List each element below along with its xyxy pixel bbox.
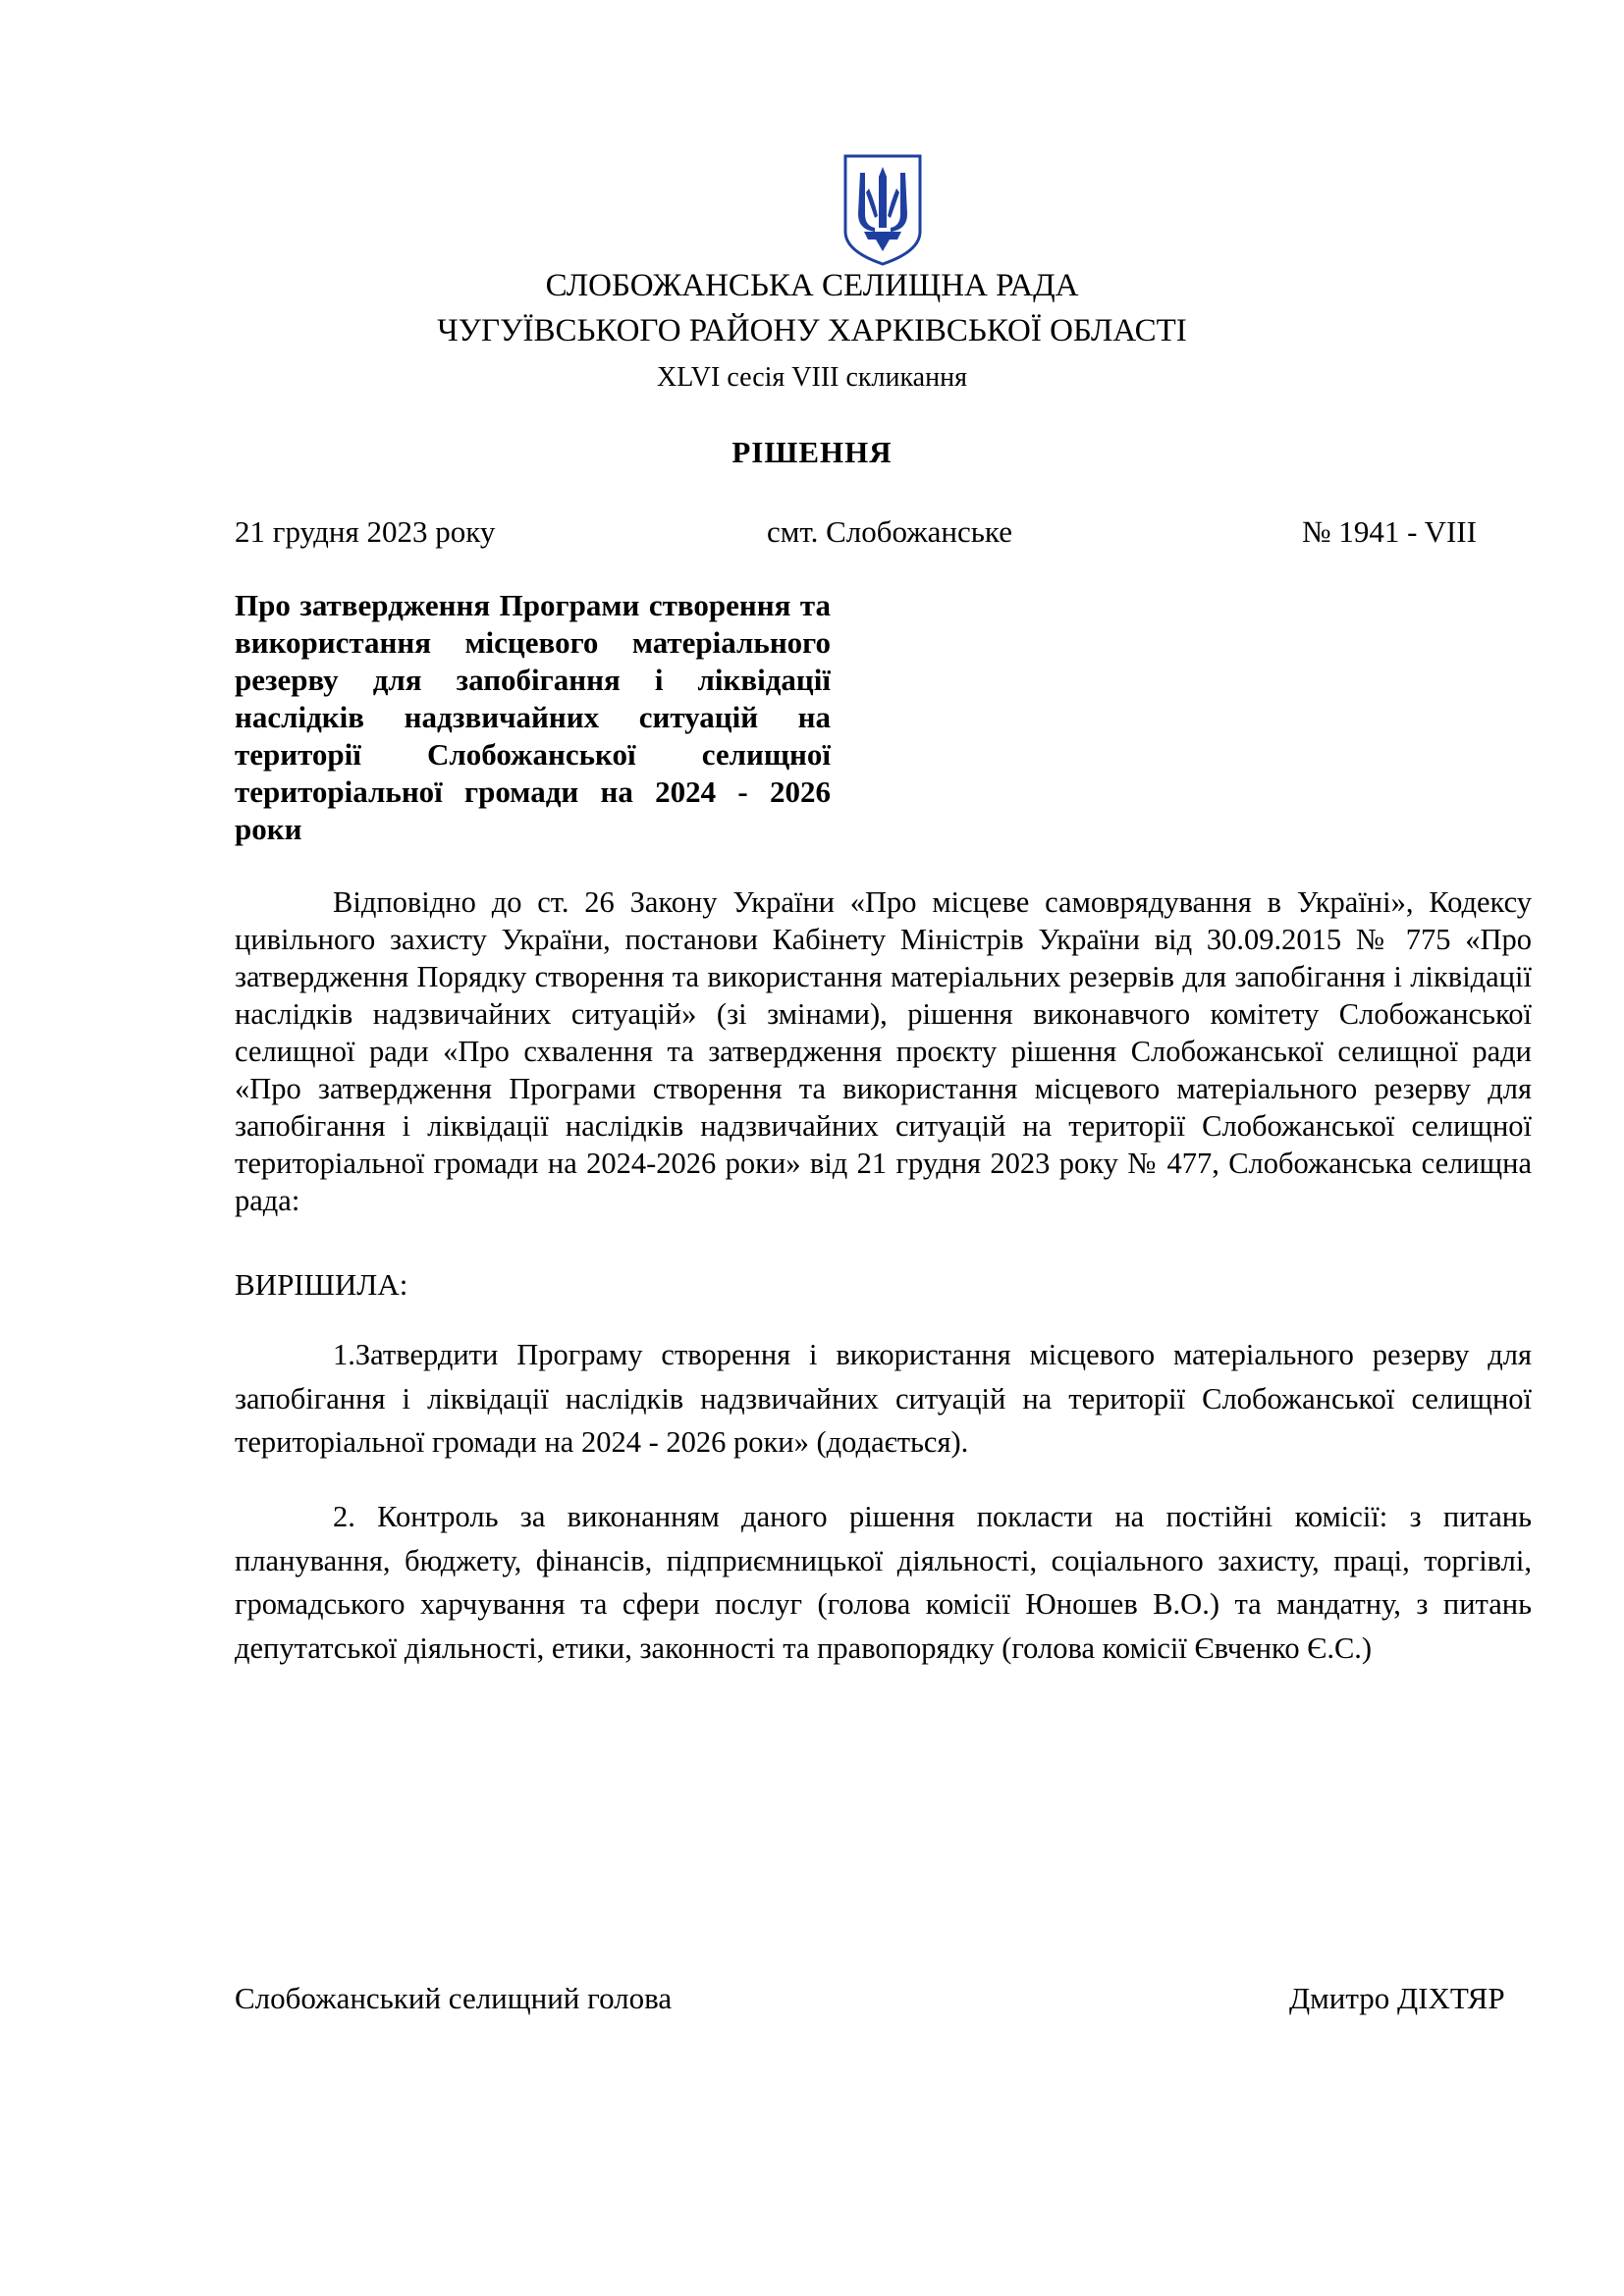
decision-item-2: 2. Контроль за виконанням даного рішення покласти на постійні комісії: з питань планування, бюджету, фінансів, підприємницької діяльності, соціального захисту, праці, торгівлі, громадського харчування та сфери послуг (голова комісії Юношев В.О.) та мандатну, з питань депутатської діяльності, етики, законності та правопорядку (голова комісії Євченко Є.С.) — [235, 1500, 1532, 1665]
council-name: СЛОБОЖАНСЬКА СЕЛИЩНА РАДА — [545, 268, 1079, 303]
decision-number: № 1941 - VIII — [1302, 514, 1477, 549]
session-info: XLVI сесія VIII скликання — [657, 362, 967, 393]
council-region: ЧУГУЇВСЬКОГО РАЙОНУ ХАРКІВСЬКОЇ ОБЛАСТІ — [437, 313, 1187, 348]
ukraine-trident-emblem-icon — [842, 153, 923, 267]
resolved-heading: ВИРІШИЛА: — [235, 1267, 408, 1302]
signatory-name: Дмитро ДІХТЯР — [1289, 1981, 1505, 2015]
document-title: РІШЕННЯ — [731, 435, 893, 469]
signatory-position: Слобожанський селищний голова — [235, 1981, 673, 2015]
preamble-paragraph: Відповідно до ст. 26 Закону України «Про місцеве самоврядування в Україні», Кодексу цивільного захисту України, постанови Кабінету Міністрів України від 30.09.2015 № 775 «Про затвердження Порядку створення та використання матеріальних резервів для запобігання і ліквідації наслідків надзвичайних ситуацій» (зі змінами), рішення виконавчого комітету Слобожанської селищної ради «Про схвалення та затвердження проєкту рішення Слобожанської селищної ради «Про затвердження Програми створення та використання місцевого матеріального резерву для запобігання і ліквідації наслідків надзвичайних ситуацій на території Слобожанської селищної територіальної громади на 2024-2026 роки» від 21 грудня 2023 року № 477, Слобожанська селищна рада: — [235, 885, 1532, 1217]
decision-place: смт. Слобожанське — [767, 514, 1012, 549]
decision-subject: Про затвердження Програми створення та використання місцевого матеріального резерву для запобігання і ліквідації наслідків надзвичайних ситуацій на території Слобожанської селищної територіальної громади на 2024 - 2026 роки — [235, 588, 831, 846]
decision-date: 21 грудня 2023 року — [235, 514, 496, 549]
decision-item-1: 1.Затвердити Програму створення і використання місцевого матеріального резерву для запобігання і ліквідації наслідків надзвичайних ситуацій на території Слобожанської селищної територіальної громади на 2024 - 2026 роки» (додається). — [235, 1338, 1532, 1459]
